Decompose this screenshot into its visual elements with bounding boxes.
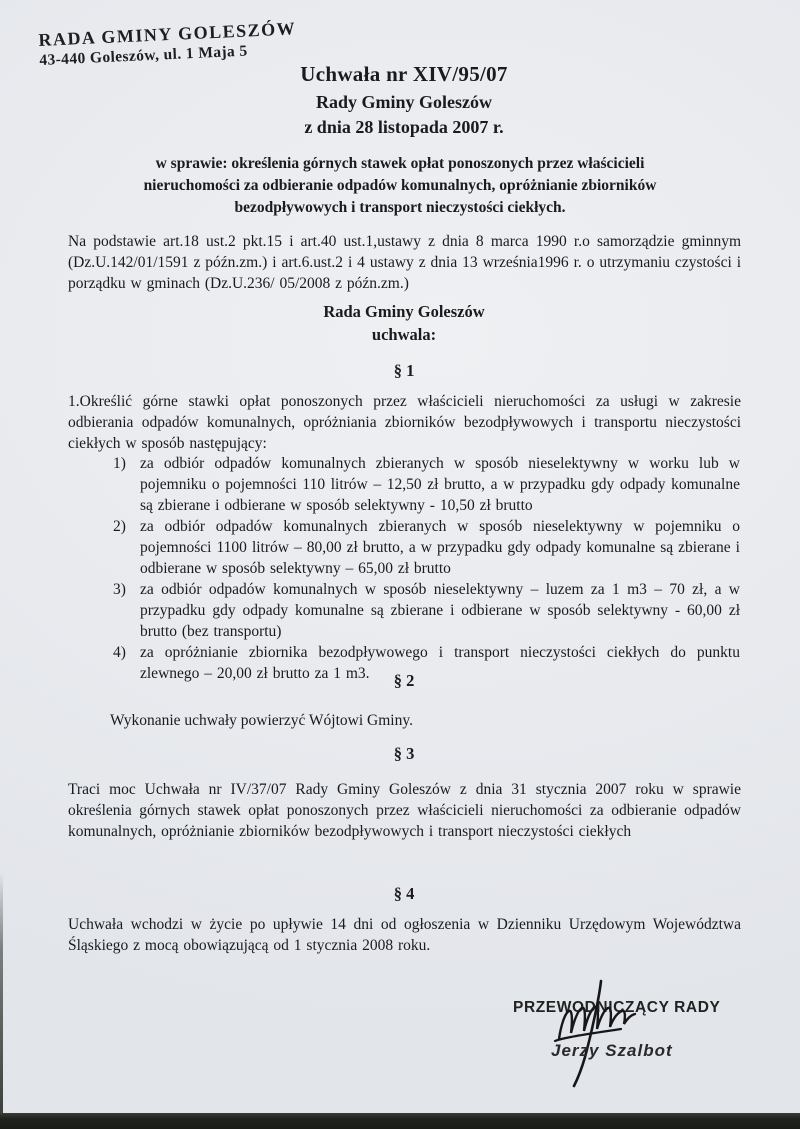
- resolution-date: z dnia 28 listopada 2007 r.: [304, 117, 504, 137]
- list-item-text: za odbiór odpadów komunalnych w sposób nieselektywny – luzem za 1 m3 – 70 zł, a w przypadku gdy odpady komunalne są zbierane i odbierane w sposób selektywny - 60,00 zł brutto (bez transportu): [140, 581, 740, 640]
- subject-line-2: nieruchomości za odbieranie odpadów komunalnych, opróżnianie zbiorników: [143, 177, 657, 194]
- section-4-heading: § 4: [393, 884, 415, 903]
- resolution-number: Uchwała nr XIV/95/07: [300, 62, 508, 86]
- resolution-issuer: Rady Gminy Goleszów: [315, 92, 492, 112]
- subject-line-3: bezodpływowych i transport nieczystości ciekłych.: [234, 199, 566, 216]
- letterhead-address: 43-440 Goleszów, ul. 1 Maja 5: [38, 42, 248, 69]
- signature-role-title: PRZEWODNICZĄCY RADY: [513, 999, 721, 1016]
- letterhead-org-name: RADA GMINY GOLESZÓW: [38, 18, 297, 50]
- list-item-number: 4): [113, 644, 126, 661]
- scan-left-edge-artifact: [0, 872, 3, 1129]
- enacting-formula: [0, 302, 800, 345]
- list-item-text: za odbiór odpadów komunalnych zbieranych w sposób nieselektywny w pojemniku o pojemności 1100 litrów – 80,00 zł brutto, a w przypadku gdy odpady komunalne są zbierane i odbierane w sposób selektywny – 65,00 zł brutto: [140, 518, 740, 577]
- section-1-item-list: [113, 453, 741, 684]
- list-item-number: 3): [113, 581, 126, 598]
- subject-block: [104, 153, 696, 219]
- enacting-word: uchwala:: [371, 325, 437, 344]
- signature-name: Jerzy Szalbot: [551, 1041, 673, 1060]
- section-1-heading: § 1: [393, 361, 415, 380]
- scan-bottom-edge-artifact: [0, 1113, 800, 1129]
- resolution-title-block: [0, 62, 800, 138]
- section-2-heading: § 2: [393, 671, 415, 690]
- list-item-text: za opróżnianie zbiornika bezodpływowego i transport nieczystości ciekłych do punktu zlewnego – 20,00 zł brutto za 1 m3.: [140, 644, 740, 682]
- list-item-text: za odbiór odpadów komunalnych zbieranych w sposób nieselektywny w worku lub w pojemniku o pojemności 110 litrów – 12,50 zł brutto, a w przypadku gdy odpady komunalne są zbierane i odbierane w sposób selektywny - 10,50 zł brutto: [140, 455, 740, 514]
- legal-basis-paragraph: Na podstawie art.18 ust.2 pkt.15 i art.40 ust.1,ustawy z dnia 8 marca 1990 r.o samorządzie gminnym (Dz.U.142/01/1591 z późn.zm.) i art.6.ust.2 i 4 ustawy z dnia 13 września1996 r. o utrzymaniu czystości i porządku w gminach (Dz.U.236/ 05/2008 z późn.zm.): [68, 233, 741, 292]
- section-3-heading: § 3: [393, 744, 415, 763]
- list-item: [113, 516, 741, 579]
- list-item-number: 1): [113, 455, 126, 472]
- section-1-intro: 1.Określić górne stawki opłat ponoszonych przez właścicieli nieruchomości za usługi w zakresie odbierania odpadów komunalnych, opróżniania zbiorników bezodpływowych i transportu nieczystości ciekłych w sposób następujący:: [68, 393, 741, 452]
- section-3-body: Traci moc Uchwała nr IV/37/07 Rady Gminy Goleszów z dnia 31 stycznia 2007 roku w sprawie określenia górnych stawek opłat ponoszonych przez właścicieli nieruchomości za odbieranie odpadów komunalnych, opróżnianie zbiorników bezodpływowych i transport nieczystości ciekłych: [68, 781, 741, 840]
- subject-line-1: w sprawie: określenia górnych stawek opłat ponoszonych przez właścicieli: [155, 155, 645, 172]
- section-4-body: Uchwała wchodzi w życie po upływie 14 dni od ogłoszenia w Dzienniku Urzędowym Województwa Śląskiego z mocą obowiązującą od 1 stycznia 2008 roku.: [68, 916, 741, 954]
- handwritten-signature-icon: [525, 977, 665, 1092]
- section-2-body: Wykonanie uchwały powierzyć Wójtowi Gminy.: [110, 712, 413, 729]
- list-item: [113, 453, 741, 516]
- list-item: [113, 579, 741, 642]
- list-item-number: 2): [113, 518, 126, 535]
- enacting-org: Rada Gminy Goleszów: [323, 302, 485, 321]
